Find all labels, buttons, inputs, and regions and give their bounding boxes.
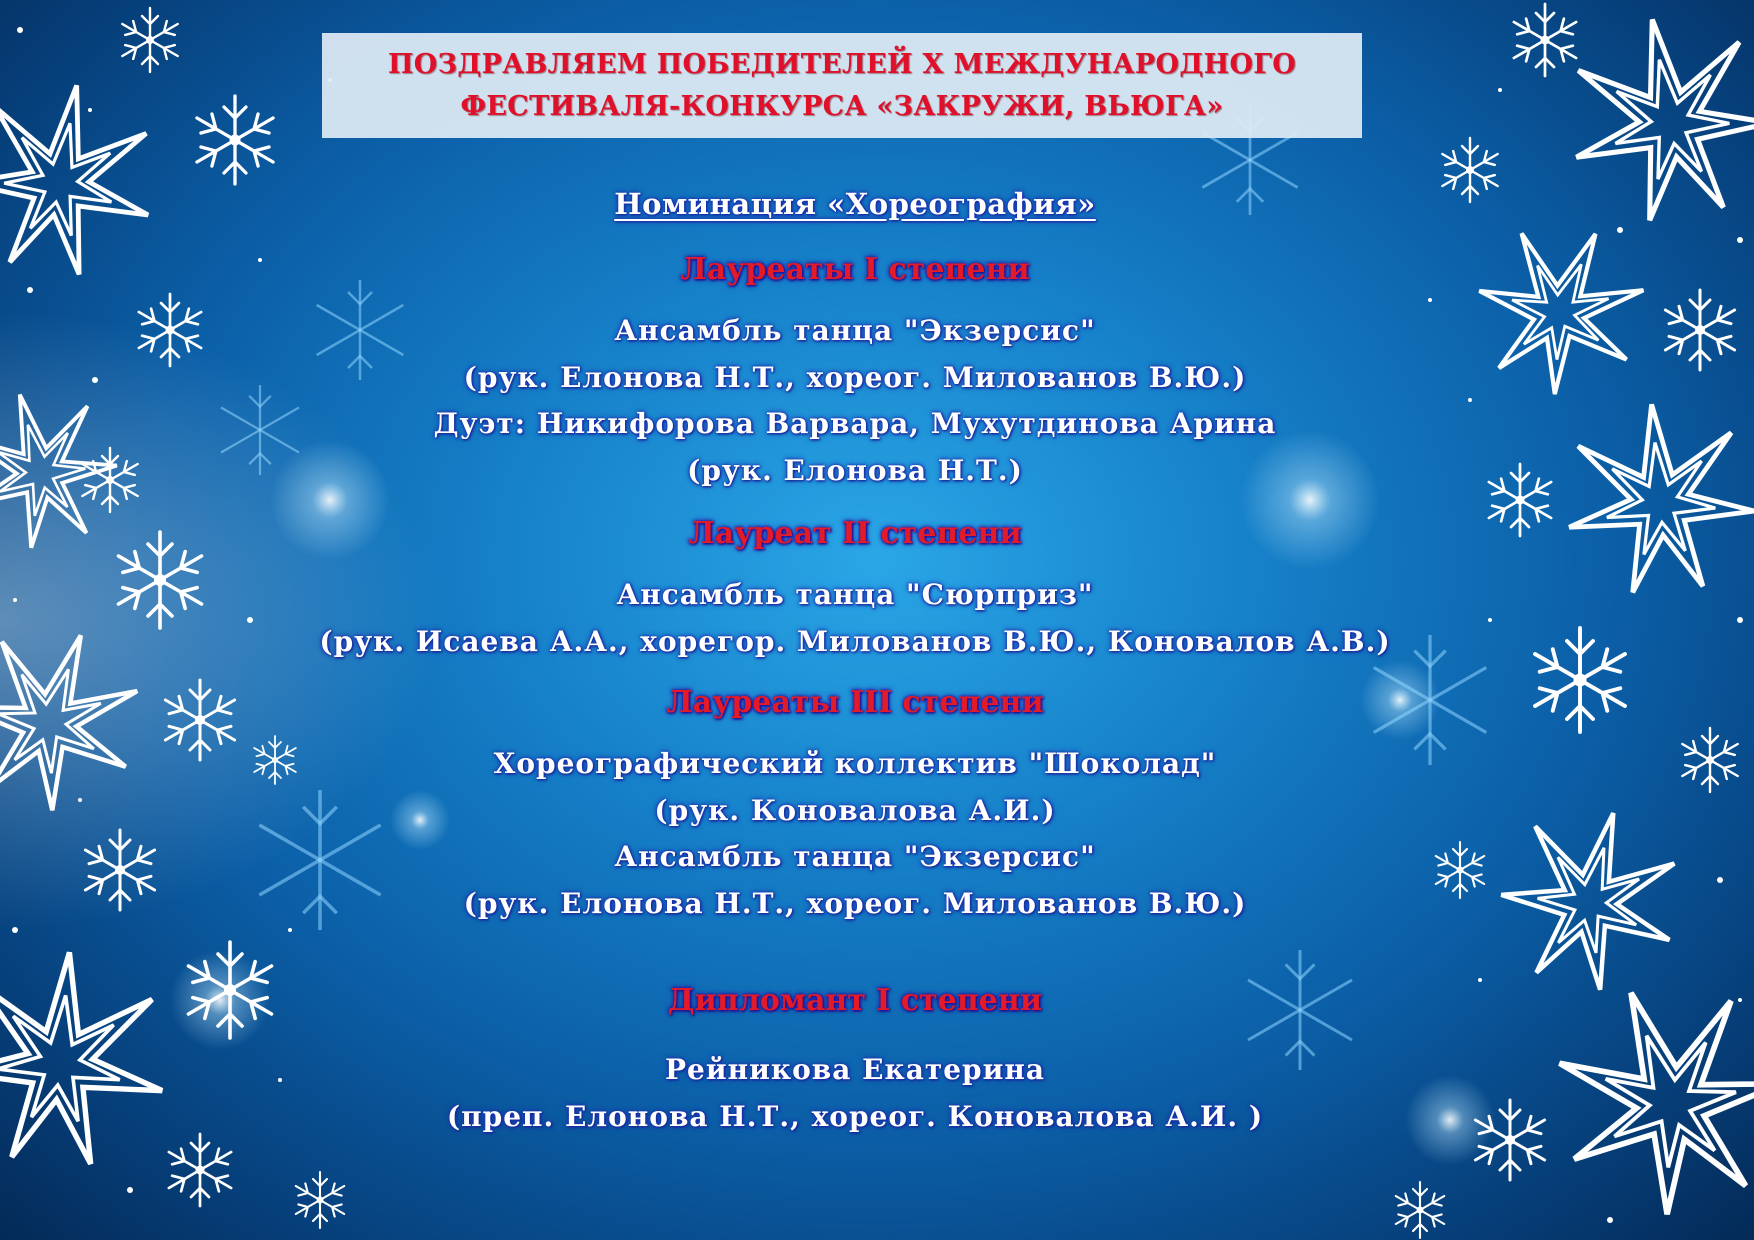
- section-heading: Лауреат II степени: [688, 516, 1022, 551]
- winner-line: (рук. Елонова Н.Т., хореог. Милованов В.Ю.): [463, 360, 1247, 394]
- section-heading: Лауреаты I степени: [680, 252, 1030, 287]
- winner-line: (рук. Коновалова А.И.): [654, 793, 1056, 827]
- winner-line: Рейникова Екатерина: [665, 1053, 1045, 1086]
- title-line-2: ФЕСТИВАЛЯ-КОНКУРСА «ЗАКРУЖИ, ВЬЮГА»: [460, 90, 1224, 122]
- title-banner: [322, 33, 1362, 138]
- winner-line: Ансамбль танца "Сюрприз": [616, 578, 1094, 611]
- winner-line: Ансамбль танца "Экзерсис": [614, 840, 1096, 873]
- winner-line: Дуэт: Никифорова Варвара, Мухутдинова Арина: [433, 407, 1277, 440]
- winner-line: (рук. Исаева А.А., хорегор. Милованов В.Ю., Коновалов А.В.): [319, 624, 1391, 658]
- section-heading: Лауреаты III степени: [666, 685, 1044, 720]
- winner-line: Хореографический коллектив "Шоколад": [493, 747, 1217, 780]
- diploma-1st-degree: [447, 977, 1263, 1140]
- laureates-3rd-degree: [464, 679, 1247, 927]
- title-line-1: ПОЗДРАВЛЯЕМ ПОБЕДИТЕЛЕЙ X МЕЖДУНАРОДНОГО: [387, 48, 1297, 80]
- laureates-1st-degree: [434, 246, 1277, 494]
- winner-line: Ансамбль танца "Экзерсис": [614, 314, 1096, 347]
- section-heading: Дипломант I степени: [667, 983, 1043, 1018]
- laureate-2nd-degree: [319, 510, 1390, 665]
- nomination-title: Номинация «Хореография»: [614, 187, 1096, 221]
- winner-line: (рук. Елонова Н.Т., хореог. Милованов В.Ю.): [463, 886, 1247, 920]
- winner-line: (преп. Елонова Н.Т., хореог. Коновалова А.И. ): [446, 1099, 1264, 1133]
- winners-list: [260, 180, 1450, 1140]
- winner-line: (рук. Елонова Н.Т.): [687, 453, 1023, 487]
